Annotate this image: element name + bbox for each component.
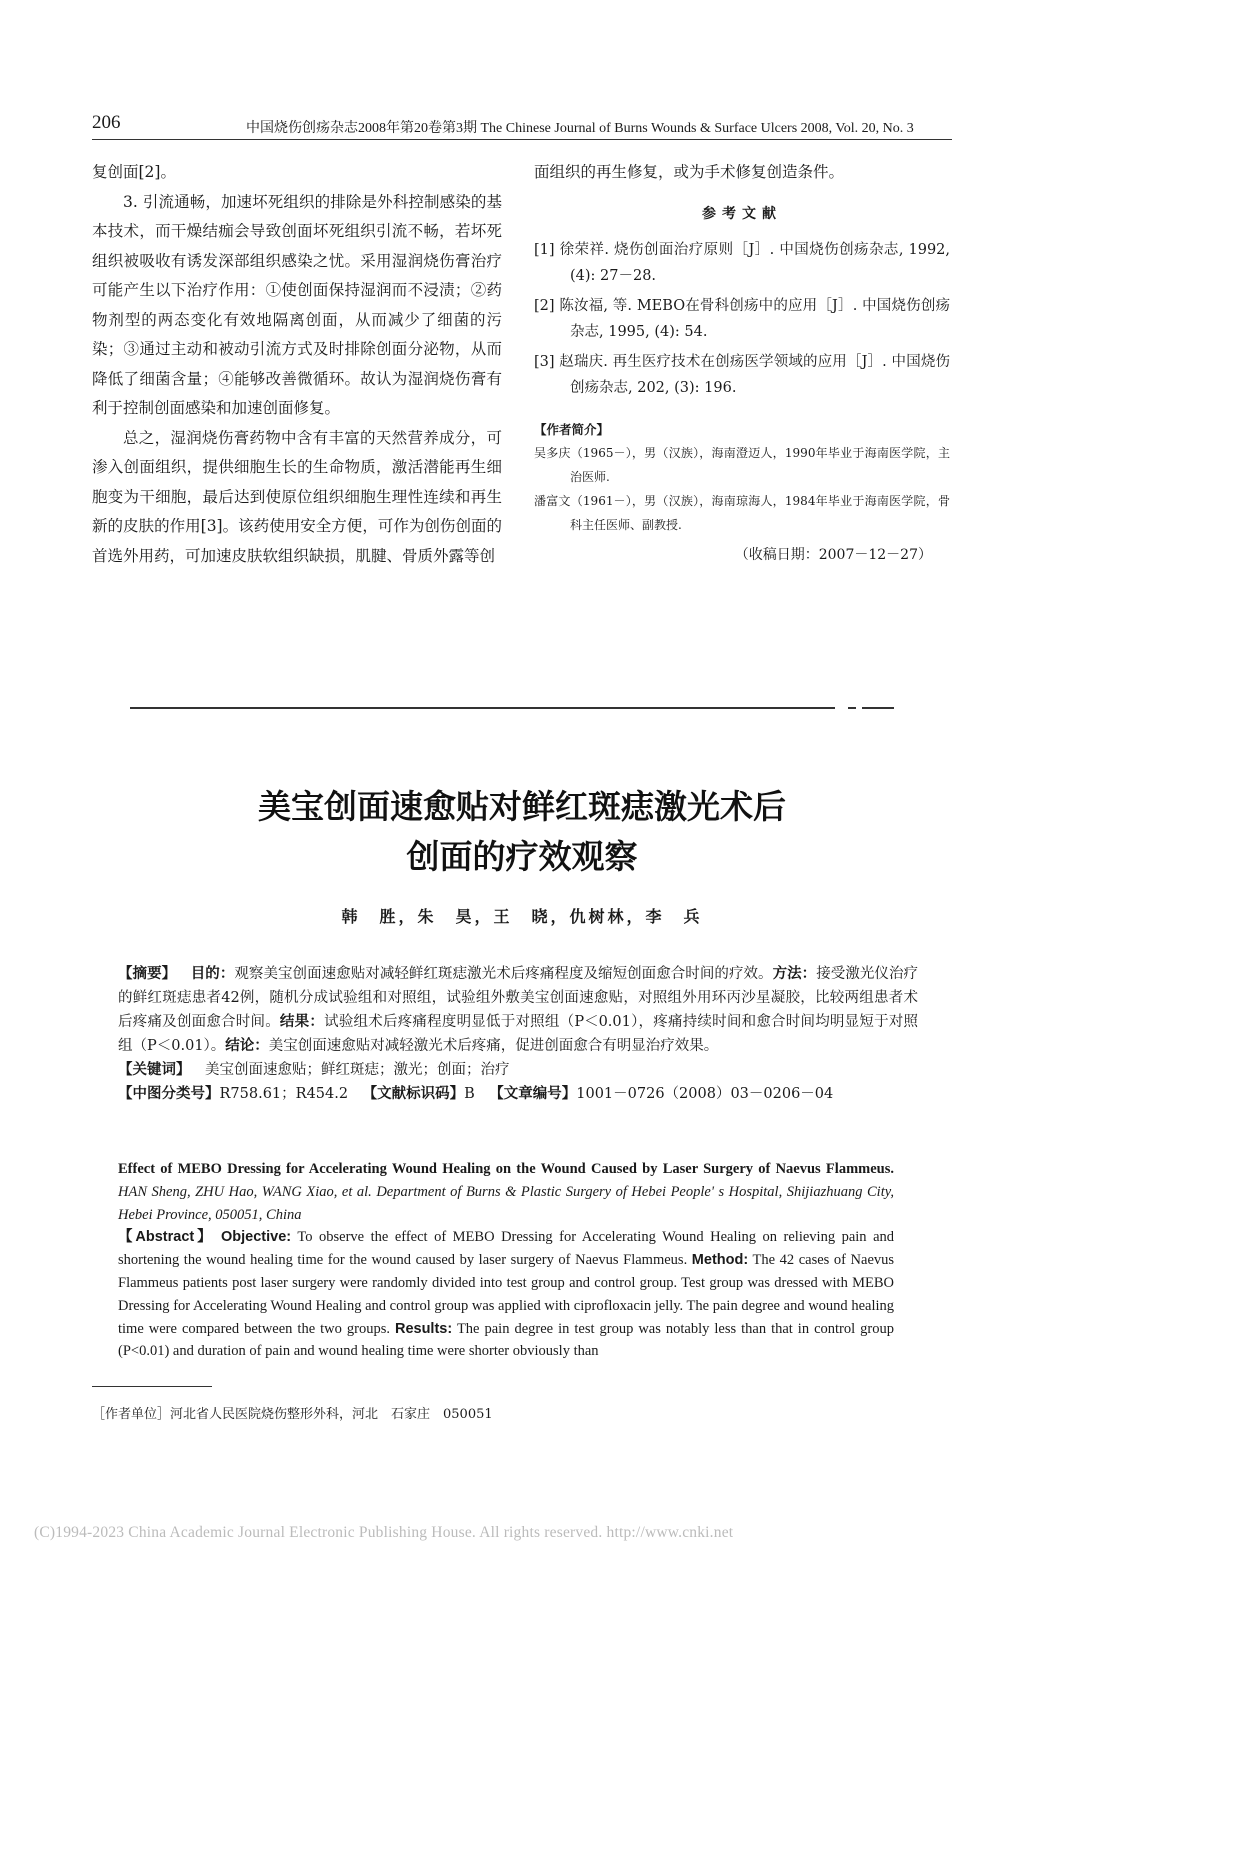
doc-code-label: 【文献标识码】	[362, 1086, 465, 1102]
english-results-label: Results:	[394, 1320, 453, 1337]
method-label: 方法：	[772, 966, 817, 982]
article-number-text: 1001－0726（2008）03－0206－04	[576, 1086, 834, 1102]
section-divider-dash	[848, 707, 856, 709]
keywords-line	[118, 1058, 918, 1082]
left-paragraph-2: 3. 引流通畅，加速坏死组织的排除是外科控制感染的基本技术，而干燥结痂会导致创面坏死组织引流不畅，若坏死组织被吸收有诱发深部组织感染之忧。采用湿润烧伤膏治疗可能产生以下治疗作用：①使创面保持湿润而不浸渍；②药物剂型的两态变化有效地隔离创面，从而减少了细菌的污染；③通过主动和被动引流方式及时排除创面分泌物，从而降低了细菌含量；④能够改善微循环。故认为湿润烧伤膏有利于控制创面感染和加速创面修复。	[92, 192, 502, 417]
english-authors: HAN Sheng, ZHU Hao, WANG Xiao, et al. Department of Burns & Plastic Surgery of Hebei People' s Hospital, Shijiazhuang City, Hebei Province, 050051, China	[118, 1183, 894, 1223]
english-title: Effect of MEBO Dressing for Accelerating Wound Healing on the Wound Caused by Laser Surgery of Naevus Flammeus.	[118, 1161, 894, 1177]
english-method-text: The 42 cases of Naevus Flammeus patients post laser surgery were randomly divided into test group and control group. Test group was dressed with MEBO Dressing for Accelerating Wound Healing and control group was applied with ciprofloxacin jelly. The pain degree and wound healing time were compared between the two groups.	[118, 1252, 895, 1337]
english-method-label: Method:	[691, 1252, 749, 1269]
left-paragraph-3: 总之，湿润烧伤膏药物中含有丰富的天然营养成分，可渗入创面组织，提供细胞生长的生命物质，激活潜能再生细胞变为干细胞，最后达到使原位组织细胞生理性连续和再生新的皮肤的作用[3]。该药使用安全方便，可作为创伤创面的首选外用药，可加速皮肤软组织缺损，肌腱、骨质外露等创	[92, 428, 502, 565]
chinese-abstract	[118, 962, 918, 1106]
reference-item: [2] 陈汝福, 等. MEBO在骨科创疡中的应用［J］. 中国烧伤创疡杂志, 1995, (4): 54.	[534, 298, 950, 340]
keywords-label: 【关键词】	[118, 1062, 191, 1078]
objective-label: 目的：	[190, 966, 235, 982]
article-title-line-2: 创面的疗效观察	[406, 837, 638, 876]
objective-text: 观察美宝创面速愈贴对减轻鲜红斑痣激光术后疼痛程度及缩短创面愈合时间的疗效。	[234, 966, 773, 982]
english-results-text: The pain degree in test group was notably less than that in control group (P<0.01) and duration of pain and wound healing time were shorter obviously than	[118, 1320, 894, 1360]
copyright-line: (C)1994-2023 China Academic Journal Electronic Publishing House. All rights reserved. http://www.cnki.net	[34, 1524, 734, 1541]
references-heading: 参考文献	[702, 205, 782, 222]
article-authors: 韩 胜，朱 昊，王 晓，仇树林，李 兵	[341, 907, 703, 926]
keywords-text: 美宝创面速愈贴；鲜红斑痣；激光；创面；治疗	[205, 1062, 510, 1078]
abstract-paragraph	[118, 962, 918, 1058]
author-bio-heading: 【作者简介】	[534, 422, 610, 437]
english-objective-text: To observe the effect of MEBO Dressing for Accelerating Wound Healing on relieving pain and shortening the wound healing time for the wound caused by laser surgery of Naevus Flammeus.	[118, 1229, 895, 1269]
author-bio: 潘富文（1961－），男（汉族），海南琼海人，1984年毕业于海南医学院，骨科主任医师、副教授.	[534, 494, 950, 532]
reference-item: [3] 赵瑞庆. 再生医疗技术在创疡医学领域的应用［J］. 中国烧伤创疡杂志, 202, (3): 196.	[534, 354, 950, 396]
result-text: 试验组术后疼痛程度明显低于对照组（P＜0.01），疼痛持续时间和愈合时间均明显短于对照组（P＜0.01）。	[118, 1014, 919, 1054]
section-divider-dash	[862, 707, 894, 709]
english-abstract-paragraph	[118, 1226, 894, 1363]
classification-line	[118, 1082, 918, 1106]
right-paragraph-1: 面组织的再生修复，或为手术修复创造条件。	[534, 163, 845, 181]
affiliation-footnote: ［作者单位］河北省人民医院烧伤整形外科，河北 石家庄 050051	[92, 1407, 493, 1422]
clc-label: 【中图分类号】	[118, 1086, 220, 1102]
section-divider	[130, 707, 835, 709]
left-column	[92, 158, 502, 571]
running-head: 中国烧伤创疡杂志2008年第20卷第3期 The Chinese Journal of Burns Wounds & Surface Ulcers 2008, Vol. 20, No. 3	[246, 121, 914, 136]
left-paragraph-1: 复创面[2]。	[92, 163, 176, 181]
abstract-label: 【摘要】	[118, 966, 177, 982]
doc-code-text: B	[464, 1086, 475, 1102]
english-abstract-label: 【Abstract】	[118, 1229, 215, 1246]
received-date: （收稿日期：2007－12－27）	[734, 547, 932, 563]
english-title-paragraph	[118, 1158, 894, 1226]
page-number: 206	[92, 112, 121, 133]
author-bio: 吴多庆（1965－），男（汉族），海南澄迈人，1990年毕业于海南医学院，主治医师.	[534, 446, 950, 484]
right-column	[534, 158, 950, 571]
english-abstract	[118, 1158, 894, 1363]
conclusion-label: 结论：	[225, 1038, 269, 1054]
header-rule	[92, 139, 952, 140]
english-objective-label: Objective:	[221, 1229, 292, 1246]
article-number-label: 【文章编号】	[489, 1086, 577, 1102]
conclusion-text: 美宝创面速愈贴对减轻激光术后疼痛，促进创面愈合有明显治疗效果。	[268, 1038, 719, 1054]
footnote-rule	[92, 1386, 212, 1387]
clc-text: R758.61；R454.2	[219, 1086, 349, 1102]
reference-list	[534, 237, 950, 401]
result-label: 结果：	[279, 1014, 325, 1030]
article-title-line-1: 美宝创面速愈贴对鲜红斑痣激光术后	[258, 787, 786, 826]
method-text: 接受激光仪治疗的鲜红斑痣患者42例，随机分成试验组和对照组，试验组外敷美宝创面速愈贴，对照组外用环丙沙星凝胶，比较两组患者术后疼痛及创面愈合时间。	[118, 966, 919, 1030]
reference-item: [1] 徐荣祥. 烧伤创面治疗原则［J］. 中国烧伤创疡杂志, 1992, (4): 27－28.	[534, 242, 950, 284]
